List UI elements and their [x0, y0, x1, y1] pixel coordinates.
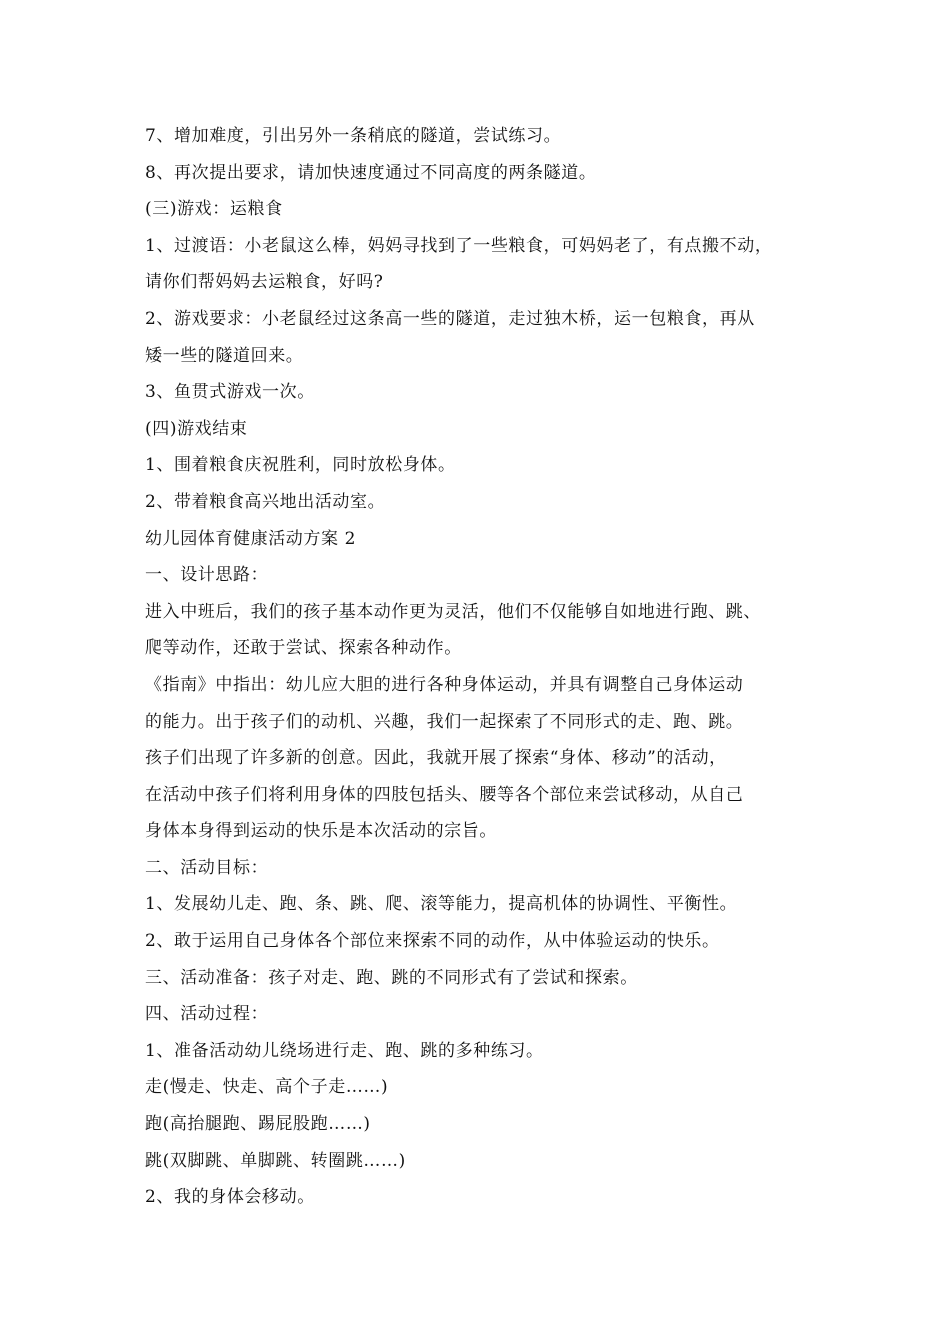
text-line: 1、发展幼儿走、跑、条、跳、爬、滚等能力，提高机体的协调性、平衡性。: [145, 894, 738, 915]
text-line: 在活动中孩子们将利用身体的四肢包括头、腰等各个部位来尝试移动，从自己: [145, 784, 744, 805]
text-line: 进入中班后，我们的孩子基本动作更为灵活，他们不仅能够自如地进行跑、跳、: [145, 601, 761, 622]
document-body: [145, 118, 825, 1216]
section-heading: 二、活动目标：: [145, 857, 269, 878]
text-line: 跑(高抬腿跑、踢屁股跑……): [145, 1114, 371, 1135]
text-line: 请你们帮妈妈去运粮食，好吗?: [145, 272, 384, 293]
text-line: 1、围着粮食庆祝胜利，同时放松身体。: [145, 455, 456, 476]
section-heading: 四、活动过程：: [145, 1004, 269, 1025]
text-line: 2、敢于运用自己身体各个部位来探索不同的动作，从中体验运动的快乐。: [145, 931, 720, 952]
text-line: 2、带着粮食高兴地出活动室。: [145, 491, 386, 512]
text-line: 矮一些的隧道回来。: [145, 345, 304, 366]
text-line: 孩子们出现了许多新的创意。因此，我就开展了探索“身体、移动”的活动，: [145, 748, 727, 769]
text-line: 跳(双脚跳、单脚跳、转圈跳……): [145, 1150, 406, 1171]
text-line: 《指南》中指出：幼儿应大胆的进行各种身体运动，并具有调整自己身体运动: [145, 674, 744, 695]
section-heading: 一、设计思路：: [145, 565, 269, 586]
section-heading: (四)游戏结束: [145, 418, 248, 439]
section-heading: 三、活动准备：孩子对走、跑、跳的不同形式有了尝试和探索。: [145, 967, 638, 988]
text-line: 走(慢走、快走、高个子走……): [145, 1077, 389, 1098]
text-line: 的能力。出于孩子们的动机、兴趣，我们一起探索了不同形式的走、跑、跳。: [145, 711, 744, 732]
text-line: 2、游戏要求：小老鼠经过这条高一些的隧道，走过独木桥，运一包粮食，再从: [145, 308, 755, 329]
text-line: 爬等动作，还敢于尝试、探索各种动作。: [145, 638, 462, 659]
section-heading: (三)游戏：运粮食: [145, 199, 283, 220]
document-title: 幼儿园体育健康活动方案 2: [145, 528, 357, 549]
text-line: 7、增加难度，引出另外一条稍底的隧道，尝试练习。: [145, 126, 562, 146]
text-line: 2、我的身体会移动。: [145, 1187, 315, 1208]
text-line: 1、准备活动幼儿绕场进行走、跑、跳的多种练习。: [145, 1040, 544, 1061]
text-line: 8、再次提出要求，请加快速度通过不同高度的两条隧道。: [145, 162, 597, 183]
text-line: 身体本身得到运动的快乐是本次活动的宗旨。: [145, 821, 497, 842]
text-line: 3、鱼贯式游戏一次。: [145, 382, 315, 403]
text-line: 1、过渡语：小老鼠这么棒，妈妈寻找到了一些粮食，可妈妈老了，有点搬不动，: [145, 235, 773, 256]
